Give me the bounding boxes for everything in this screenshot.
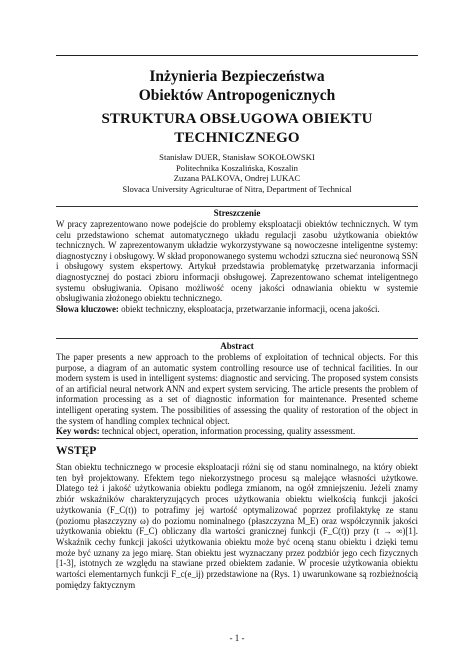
abstract-rule	[56, 338, 418, 339]
keywords-label: Słowa kluczowe:	[56, 303, 119, 314]
paper-title	[56, 110, 418, 148]
page-number: - 1 -	[229, 633, 245, 643]
journal-line-2: Obiektów Antropogenicznych	[138, 87, 336, 104]
keywords-value: obiekt techniczny, eksploatacja, przetwarzanie informacji, ocena jakości.	[118, 303, 380, 314]
affiliation-line: Slovaca University Agriculturae of Nitra, Department of Technical	[122, 183, 352, 194]
affiliation-line: Politechnika Koszalińska, Koszalin	[176, 162, 298, 173]
abstract-heading: Abstract	[220, 341, 254, 351]
abstract-keywords	[56, 426, 418, 437]
author-line: Zuzana PALKOVA, Ondrej LUKAC	[173, 173, 301, 184]
section-heading-intro: WSTĘP	[56, 445, 97, 457]
journal-name	[56, 67, 418, 105]
streszczenie-text: W pracy zaprezentowano nowe podejście do problemy eksploatacji obiektów technicznych. W tym celu przedstawiono schemat automatycznego układu regulacji zasobu użytkowania obiektów technicznych. W zaprezentowanym układzie wykorzystywane są nowoczesne inteligentne systemy: diagnostyczny i obsługowy. W skład proponowanego systemu wchodzi sztuczna sieć neuronową SSN i obsługowy system ekspertowy. Artykuł przedstawia problematykę przetwarzania informacji diagnostycznej do postaci zbioru informacji obsługowej. Zaprezentowano schemat inteligentnego systemu obsługiwania. Opisano możliwość oceny jakości odnawiania obiektu w systemie obsługiwania złożonego obiektu technicznego.	[56, 219, 418, 304]
journal-line-1: Inżynieria Bezpieczeństwa	[149, 68, 325, 85]
streszczenie-body	[56, 219, 418, 314]
author-line: Stanisław DUER, Stanisław SOKOŁOWSKI	[159, 152, 315, 162]
streszczenie-rule	[56, 206, 418, 207]
abstract-body	[56, 352, 418, 437]
intro-body	[56, 462, 418, 590]
intro-text: Stan obiektu technicznego w procesie eksploatacji różni się od stanu nominalnego, na który obiekt ten był projektowany. Efektem tego niekorzystnego procesu są malejące własności użytkowe. Dlatego też i jakość użytkowania obiektu podlega zmianom, na ogół zmniejszeniu. Jeżeli znamy zbiór wskaźników charakteryzujących proces użytkowania obiektu wielkością funkcji jakości użytkowania (F_C(t)) to potrafimy jej wartość optymalizować poprzez profilaktykę ze stanu (poziomu płaszczyzny ω) do poziomu nominalnego (płaszczyzna M_E) oraz współczynnik jakości użytkowania obiektu (F_C) obliczany dla wartości granicznej funkcji (F_C(t)) przy (t → ∞)[1]. Wskaźnik cechy funkcji jakości użytkowania obiektu może być oceną stanu obiektu i dzięki temu może być uznany za jego miarę. Stan obiektu jest wyznaczany przez podzbiór jego cech fizycznych [1-3], istotnych ze względu na stawiane przed obiektem zadanie. W procesie użytkowania obiektu wartości elementarnych funkcji F_c(e_ij) przedstawione na (Rys. 1) uwarunkowane są rozbieżnością pomiędzy faktycznym	[56, 462, 418, 590]
abstract-text: The paper presents a new approach to the problems of exploitation of technical objects. For this purpose, a diagram of an automatic system controlling resource use of technical facilities. In our modern system is used in intelligent systems: diagnostic and servicing. The proposed system consists of an artificial neural network ANN and expert system servicing. The article presents the problem of information processing as a set of diagnostic information for maintenance. Presented scheme intelligent operating system. The possibilities of assessing the quality of restoration of the object in the system of handling complex technical object.	[56, 352, 418, 426]
top-rule	[56, 55, 418, 56]
author-block	[56, 152, 418, 194]
key-words-value: technical object, operation, information processing, quality assessment.	[99, 426, 356, 437]
title-line-1: STRUKTURA OBSŁUGOWA OBIEKTU	[101, 111, 373, 127]
key-words-label: Key words:	[56, 426, 100, 437]
streszczenie-heading: Streszczenie	[213, 208, 261, 218]
abstract-bottom-rule	[56, 438, 418, 439]
title-line-2: TECHNICZNEGO	[174, 130, 300, 146]
streszczenie-keywords	[56, 304, 418, 315]
